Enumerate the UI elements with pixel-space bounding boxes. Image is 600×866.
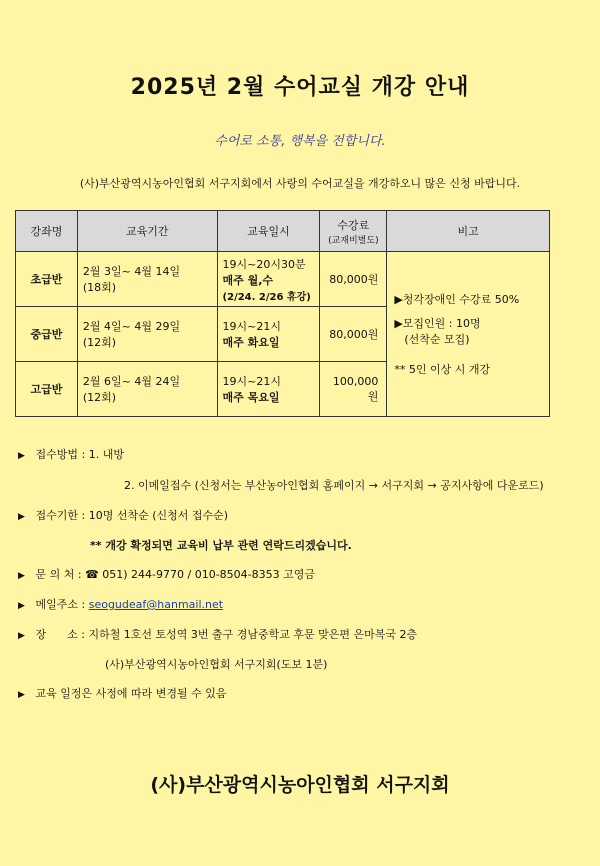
place-label: 장 소 : <box>35 628 85 641</box>
header-fee-label: 수강료 <box>337 218 370 232</box>
email-link[interactable]: seogudeaf@hanmail.net <box>88 598 224 611</box>
deadline <box>18 507 228 523</box>
email-label: 메일주소 : <box>35 598 86 611</box>
contact-value: ☎ 051) 244-9770 / 010-8504-8353 고영금 <box>85 568 316 581</box>
header-level: 강좌명 <box>16 211 78 252</box>
level-cell: 중급반 <box>16 307 78 362</box>
note-capacity-sub: (선착순 모집) <box>404 333 470 346</box>
period-dates: 2월 4일~ 4월 29일 <box>82 320 181 333</box>
bullet-icon: ▶ <box>18 601 25 611</box>
fee-cell: 80,000원 <box>320 252 387 307</box>
bullet-icon: ▶ <box>18 451 25 461</box>
slogan: 수어로 소통, 행복을 전합니다. <box>214 134 386 149</box>
header-fee <box>320 211 387 252</box>
period-count: (18회) <box>82 281 117 294</box>
schedule-days: 매주 목요일 <box>222 391 280 404</box>
payment-note: ** 개강 확정되면 교육비 납부 관련 연락드리겠습니다. <box>90 539 352 552</box>
intro-text: (사)부산광역시농아인협회 서구지회에서 사랑의 수어교실을 개강하오니 많은 신청 바랍니다. <box>79 177 521 190</box>
apply-option-1: 1. 내방 <box>88 448 124 461</box>
schedule-time: 19시~21시 <box>222 375 282 388</box>
fee-cell: 100,000원 <box>320 362 387 417</box>
period-dates: 2월 6일~ 4월 24일 <box>82 375 181 388</box>
schedule-cell <box>217 307 320 362</box>
schedule-change <box>18 685 227 701</box>
page-title: 2025년 2월 수어교실 개강 안내 <box>130 75 470 100</box>
schedule-days: 매주 화요일 <box>222 336 280 349</box>
contact <box>18 566 315 582</box>
change-note: 교육 일정은 사정에 따라 변경될 수 있음 <box>35 687 227 700</box>
schedule-time: 19시~20시30분 <box>222 257 306 271</box>
table-row <box>16 252 550 307</box>
level-cell: 고급반 <box>16 362 78 417</box>
period-cell <box>77 252 217 307</box>
bullet-icon: ▶ <box>18 690 25 700</box>
period-count: (12회) <box>82 391 117 404</box>
bullet-icon: ▶ <box>18 571 25 581</box>
header-schedule: 교육일시 <box>217 211 320 252</box>
footer-organization: (사)부산광역시농아인협회 서구지회 <box>150 774 450 796</box>
note-capacity: ▶모집인원 : 10명 <box>394 317 481 330</box>
schedule-time: 19시~21시 <box>222 320 282 333</box>
apply-label: 접수방법 : <box>35 448 86 461</box>
period-count: (12회) <box>82 336 117 349</box>
level-cell: 초급반 <box>16 252 78 307</box>
note-cell <box>387 252 550 417</box>
bullet-icon: ▶ <box>18 631 25 641</box>
schedule-cell <box>217 252 320 307</box>
header-period: 교육기간 <box>77 211 217 252</box>
table-header-row <box>16 211 550 252</box>
period-cell <box>77 307 217 362</box>
email <box>18 596 223 612</box>
course-table <box>15 210 550 417</box>
apply-option-2: 2. 이메일접수 (신청서는 부산농아인협회 홈페이지 → 서구지회 → 공지사항에 다운로드) <box>124 479 544 492</box>
note-discount: ▶청각장애인 수강료 50% <box>394 293 520 306</box>
header-fee-sub: (교재비별도) <box>328 235 379 246</box>
deadline-value: 10명 선착순 (신청서 접수순) <box>88 509 229 522</box>
bullet-icon: ▶ <box>18 512 25 522</box>
note-minimum: ** 5인 이상 시 개강 <box>394 363 491 376</box>
deadline-label: 접수기한 : <box>35 509 86 522</box>
place <box>18 626 417 642</box>
schedule-cell <box>217 362 320 417</box>
period-cell <box>77 362 217 417</box>
contact-label: 문 의 처 : <box>35 568 82 581</box>
fee-cell: 80,000원 <box>320 307 387 362</box>
apply-method <box>18 446 124 462</box>
schedule-days: 매주 월,수 <box>222 273 274 287</box>
schedule-extra: (2/24. 2/26 휴강) <box>222 291 311 303</box>
place-sub: (사)부산광역시농아인협회 서구지회(도보 1분) <box>105 658 328 671</box>
place-value: 지하철 1호선 토성역 3번 출구 경남중학교 후문 맞은편 은마복국 2층 <box>88 628 418 641</box>
header-note: 비고 <box>387 211 550 252</box>
period-dates: 2월 3일~ 4월 14일 <box>82 265 181 278</box>
